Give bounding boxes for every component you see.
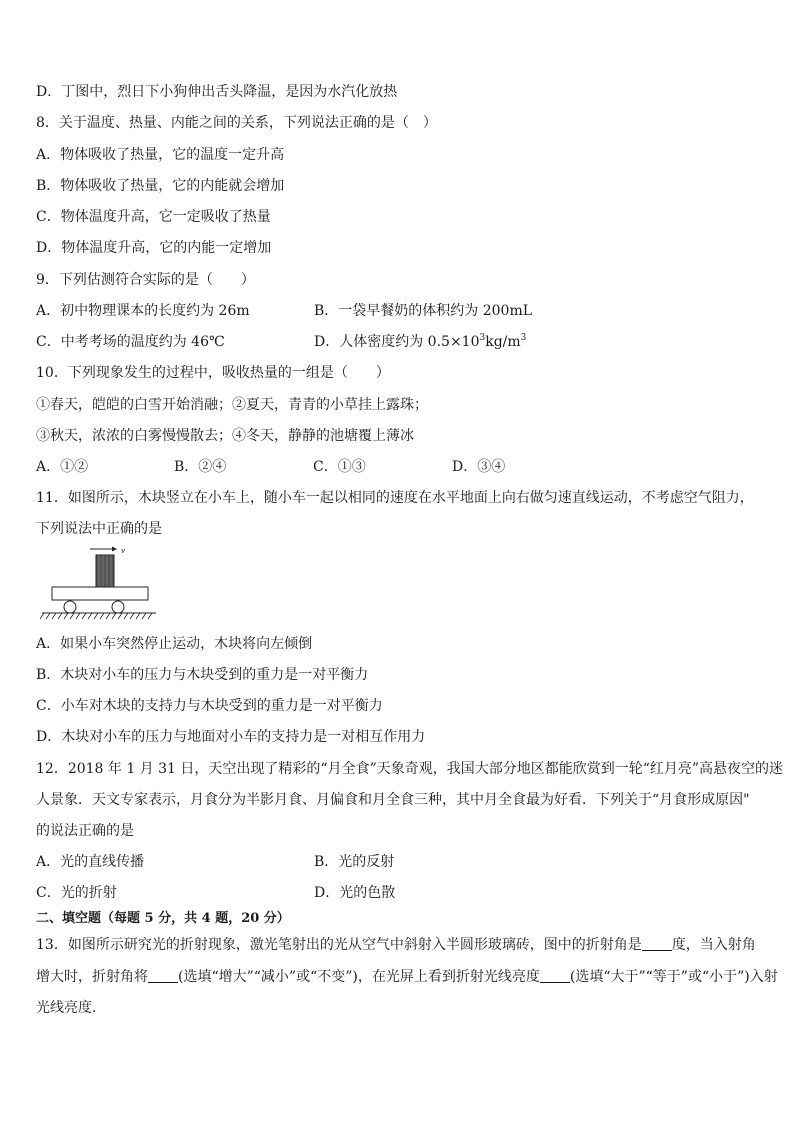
q13-line-3: 光线亮度． [36,1000,106,1016]
q9-option-d: D．人体密度约为 $0.5\times 10^3kg/m^3$ [314,333,527,350]
section-title-fill-in: 二、填空题（每题 5 分，共 4 题，20 分） [36,911,290,926]
q12-option-b: B．光的反射 [314,854,395,870]
q10-option-c: C．①③ [313,459,366,475]
q10-option-a: A．①② [36,459,89,475]
q11-option-c: C．小车对木块的支持力与木块受到的重力是一对平衡力 [36,698,383,714]
q10-line-2: ③秋天，浓浓的白雾慢慢散去；④冬天，静静的池塘覆上薄冰 [36,428,414,444]
q11-stem-line-1: 11．如图所示，木块竖立在小车上，随小车一起以相同的速度在水平地面上向右做匀速直线运动，不考虑空气阻力， [36,490,754,506]
q8-stem: 8．关于温度、热量、内能之间的关系，下列说法正确的是（ ） [36,115,437,131]
q12-stem-line-3: 的说法正确的是 [36,823,134,839]
q9-stem: 9．下列估测符合实际的是（ ） [36,272,255,288]
q10-option-d: D．③④ [452,459,506,475]
q8-option-c: C．物体温度升高，它一定吸收了热量 [36,209,271,225]
q10-stem: 10．下列现象发生的过程中，吸收热量的一组是（ ） [36,365,390,381]
cart-block-figure [40,545,158,625]
q10-option-b: B．②④ [174,459,227,475]
q8-option-a: A．物体吸收了热量，它的温度一定升高 [36,147,285,163]
q7-option-d: D．丁图中，烈日下小狗伸出舌头降温，是因为水汽化放热 [36,84,398,100]
answer-blank-3 [540,968,570,983]
q9-option-c: C．中考考场的温度约为 46℃ [36,334,225,350]
q12-stem-line-1: 12．2018 年 1 月 31 日，天空出现了精彩的“月全食”天象奇观，我国大部分地区都能欣赏到一轮“红月亮”高悬夜空的迷 [36,761,784,777]
answer-blank-2 [148,968,178,983]
q12-option-a: A．光的直线传播 [36,854,145,870]
q8-option-d: D．物体温度升高，它的内能一定增加 [36,240,272,256]
q12-option-c: C．光的折射 [36,885,117,901]
q12-stem-line-2: 人景象．天文专家表示，月食分为半影月食、月偏食和月全食三种，其中月全食最为好看．下列关于“月食形成原因" [36,792,750,808]
q12-option-d: D．光的色散 [314,885,396,901]
q13-line-1: 13．如图所示研究光的折射现象，激光笔射出的光从空气中斜射入半圆形玻璃砖，图中的折射角是 度，当入射角 [36,937,756,953]
answer-blank-1 [642,936,672,951]
q11-option-b: B．木块对小车的压力与木块受到的重力是一对平衡力 [36,667,369,683]
velocity-label: v [121,547,125,555]
q11-option-d: D．木块对小车的压力与地面对小车的支持力是一对相互作用力 [36,729,426,745]
q10-line-1: ①春天，皑皑的白雪开始消融；②夏天，青青的小草挂上露珠； [36,397,428,413]
q9-option-b: B．一袋早餐奶的体积约为 200mL [314,303,533,319]
q13-line-2: 增大时，折射角将 (选填“增大”“减小”或“不变”)，在光屏上看到折射光线亮度 (选填“大于”“等于”或“小于”)入射 [36,969,778,985]
q11-option-a: A．如果小车突然停止运动，木块将向左倾倒 [36,636,313,652]
q11-stem-line-2: 下列说法中正确的是 [36,521,162,537]
q8-option-b: B．物体吸收了热量，它的内能就会增加 [36,178,285,194]
q9-option-a: A．初中物理课本的长度约为 26m [36,303,250,319]
